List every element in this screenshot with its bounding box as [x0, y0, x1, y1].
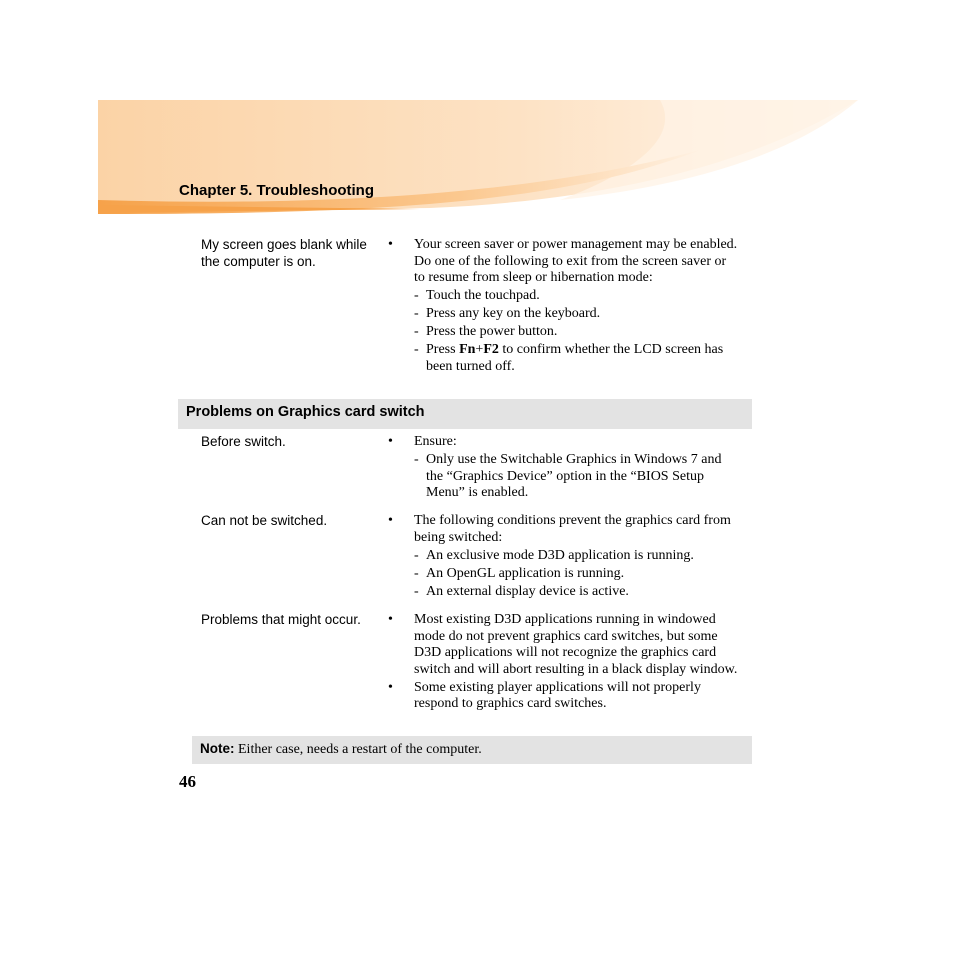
- sub-item-text: Touch the touchpad.: [426, 288, 540, 304]
- dash-glyph: -: [414, 583, 419, 599]
- bullet-item: [388, 513, 740, 546]
- sub-item: [388, 324, 740, 341]
- bullet-item: [388, 237, 740, 287]
- dash-glyph: -: [414, 565, 419, 581]
- sub-item-text: Press any key on the keyboard.: [426, 306, 601, 322]
- sub-item-text: An exclusive mode D3D application is running.: [426, 547, 694, 563]
- key-fn: Fn: [459, 342, 476, 358]
- symptom-problems-occur: Problems that might occur.: [201, 612, 361, 627]
- dash-glyph: -: [414, 306, 419, 322]
- sub-item: [388, 584, 740, 601]
- sub-item-text: An external display device is active.: [426, 583, 629, 599]
- sub-item: [388, 548, 740, 565]
- dash-glyph: -: [414, 288, 419, 304]
- key-suffix: to confirm whether the LCD screen has been turned off.: [426, 342, 724, 374]
- dash-glyph: -: [414, 547, 419, 563]
- header-banner: [0, 0, 954, 230]
- section-header: [178, 399, 752, 429]
- bullet-glyph: •: [388, 679, 393, 695]
- dash-glyph: -: [414, 452, 419, 468]
- sub-item: [388, 306, 740, 323]
- note-label: Note:: [200, 741, 235, 756]
- page-number: 46: [179, 772, 196, 791]
- sub-item-text: An OpenGL application is running.: [426, 565, 625, 581]
- solution-problems-occur: [388, 612, 740, 713]
- symptom-before-switch: Before switch.: [201, 434, 286, 449]
- chapter-title: Chapter 5. Troubleshooting: [179, 182, 375, 199]
- note-text: [200, 741, 482, 758]
- symptom-blank-screen: My screen goes blank while the computer is on.: [201, 237, 367, 269]
- key-f2: F2: [483, 342, 499, 358]
- bullet-item: [388, 680, 740, 713]
- sub-item-text: [426, 342, 740, 375]
- solution-before-switch: [388, 434, 740, 502]
- note-box: [192, 736, 752, 764]
- sub-item: [388, 566, 740, 583]
- bullet-glyph: •: [388, 237, 393, 252]
- symptom-cannot-switch: Can not be switched.: [201, 513, 328, 528]
- sub-item-text: Only use the Switchable Graphics in Windows 7 and the “Graphics Device” option in the “BIOS Setup Menu” is enabled.: [426, 452, 722, 501]
- bullet-item: [388, 612, 740, 678]
- bullet-text: Most existing D3D applications running in windowed mode do not prevent graphics card switches, but some D3D applications will not recognize the graphics card switch and will abort resulting in a black display window.: [414, 612, 738, 677]
- bullet-glyph: •: [388, 513, 393, 528]
- solution-cannot-switch: [388, 513, 740, 600]
- bullet-glyph: •: [388, 434, 393, 449]
- sub-item-text: Press the power button.: [426, 324, 558, 340]
- bullet-item: [388, 434, 740, 451]
- bullet-glyph: •: [388, 612, 393, 627]
- sub-item: [388, 452, 740, 502]
- bullet-text: Your screen saver or power management may be enabled. Do one of the following to exit from the screen saver or to resume from sleep or hibernation mode:: [414, 237, 738, 285]
- bullet-text: Ensure:: [414, 434, 457, 449]
- sub-item: [388, 288, 740, 305]
- dash-glyph: -: [414, 342, 419, 358]
- note-body: Either case, needs a restart of the computer.: [234, 742, 482, 757]
- sub-item-key-combo: [388, 342, 740, 375]
- bullet-text: Some existing player applications will not properly respond to graphics card switches.: [414, 679, 701, 712]
- key-prefix: Press: [426, 342, 460, 358]
- bullet-text: The following conditions prevent the graphics card from being switched:: [414, 513, 731, 545]
- dash-glyph: -: [414, 324, 419, 340]
- solution-blank-screen: [388, 237, 740, 375]
- key-plus: +: [475, 342, 484, 358]
- section-title: Problems on Graphics card switch: [186, 404, 425, 420]
